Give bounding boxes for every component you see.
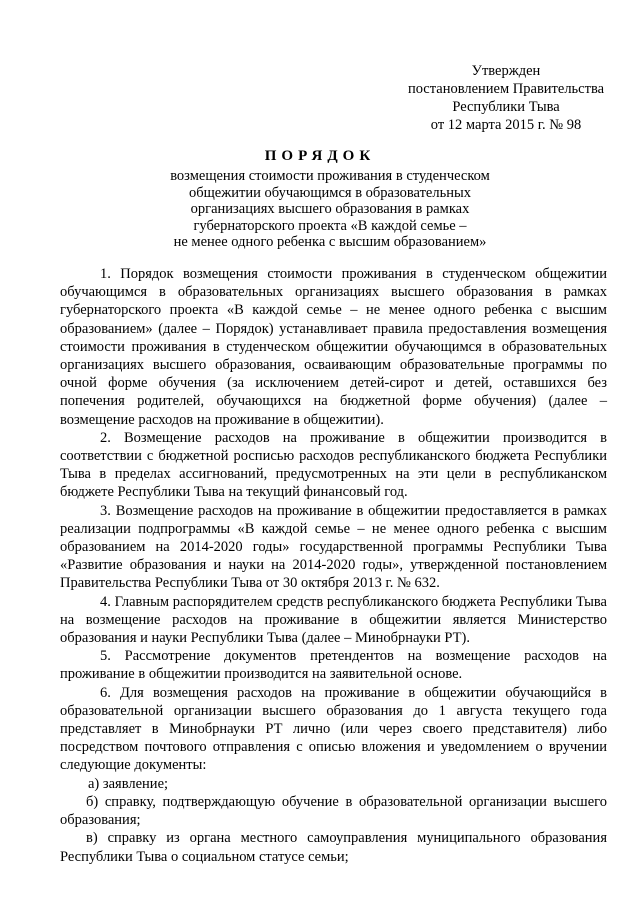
approval-line: Республики Тыва: [452, 99, 560, 115]
paragraph-6: 6. Для возмещения расходов на проживание в общежитии обучающийся в образовательной организации высшего образования до 1 августа текущего года представляет в Минобрнауки РТ лично (или через своего представителя) либо посредством почтового отправления с описью вложения и уведомлением о вручении следующие документы:: [60, 684, 607, 774]
subtitle-line: не менее одного ребенка с высшим образованием»: [173, 234, 487, 250]
subtitle-line: возмещения стоимости проживания в студенческом: [170, 168, 490, 184]
approval-stamp: [396, 62, 616, 134]
approval-line: постановлением Правительства: [407, 81, 605, 97]
list-item-b: б) справку, подтверждающую обучение в образовательной организации высшего образования;: [60, 793, 607, 829]
subtitle-line: организациях высшего образования в рамках: [190, 201, 470, 217]
paragraph-5: 5. Рассмотрение документов претендентов на возмещение расходов на проживание в общежитии производится на заявительной основе.: [60, 648, 607, 683]
list-item-a: а) заявление;: [88, 775, 169, 792]
document-title: ПОРЯДОК: [264, 148, 376, 164]
paragraph-1: 1. Порядок возмещения стоимости проживания в студенческом общежитии обучающимся в образовательных организациях высшего образования в рамках губернаторского проекта «В каждой семье – не менее одного ребенка с высшим образованием» (далее – Порядок) устанавливает правила предоставления возмещения стоимости проживания в студенческом общежитии обучающимся в образовательных организациях высшего образования, осваивающим образовательные программы по очной форме обучения (за исключением детей-сирот и детей, оставшихся без попечения родителей, обучающихся на бюджетной форме обучения) (далее – возмещение расходов на проживание в общежитии).: [60, 266, 607, 428]
document-subtitle: [130, 168, 530, 251]
list-item-c: в) справку из органа местного самоуправления муниципального образования Республики Тыва о социальном статусе семьи;: [60, 830, 607, 865]
subtitle-line: общежитии обучающимся в образовательных: [189, 184, 471, 201]
paragraph-4: 4. Главным распорядителем средств республиканского бюджета Республики Тыва на возмещение расходов на проживание в общежитии является Министерство образования и науки Республики Тыва (далее – Минобрнауки РТ).: [60, 593, 607, 647]
paragraph-2: 2. Возмещение расходов на проживание в общежитии производится в соответствии с бюджетной росписью расходов республиканского бюджета Республики Тыва в пределах ассигнований, предусмотренных на эти цели в республиканском бюджете Республики Тыва на текущий финансовый год.: [60, 429, 607, 501]
subtitle-line: губернаторского проекта «В каждой семье –: [193, 217, 467, 234]
approval-line: Утвержден: [471, 63, 541, 79]
document-body: [60, 265, 607, 866]
paragraph-3: 3. Возмещение расходов на проживание в общежитии предоставляется в рамках реализации подпрограммы «В каждой семье – не менее одного ребенка с высшим образованием на 2014-2020 годы» государственной программы Республики Тыва «Развитие образования и науки на 2014-2020 годы», утвержденной постановлением Правительства Республики Тыва от 30 октября 2013 г. № 632.: [60, 502, 607, 592]
approval-date: от 12 марта 2015 г. № 98: [430, 117, 582, 133]
